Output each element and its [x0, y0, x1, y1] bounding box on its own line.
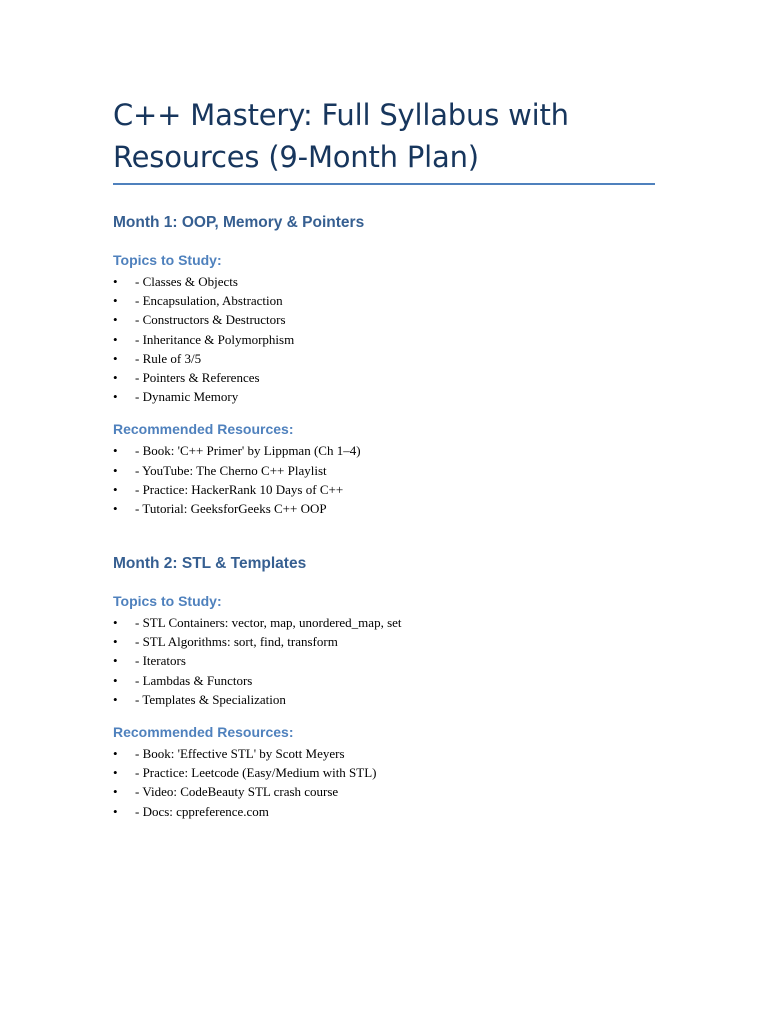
list-item-text: - Book: 'C++ Primer' by Lippman (Ch 1–4) [135, 443, 361, 459]
month-heading: Month 2: STL & Templates [113, 555, 307, 572]
list-item-text: - Constructors & Destructors [135, 312, 286, 328]
list-item [113, 310, 658, 329]
topics-list [113, 272, 658, 406]
bullet-icon: • [113, 691, 118, 707]
list-item-text: - Inheritance & Polymorphism [135, 331, 295, 347]
list-item [113, 330, 658, 349]
document-title [113, 94, 658, 178]
title-line-1: C++ Mastery: Full Syllabus with [113, 98, 569, 132]
list-item [113, 499, 658, 518]
bullet-icon: • [113, 746, 118, 762]
list-item [113, 782, 658, 801]
list-item [113, 632, 658, 651]
list-item [113, 651, 658, 670]
list-item [113, 802, 658, 821]
list-item-text: - Practice: Leetcode (Easy/Medium with STL) [135, 765, 377, 781]
resources-heading: Recommended Resources: [113, 724, 294, 741]
list-item [113, 461, 658, 480]
list-item [113, 441, 658, 460]
title-underline-rule [113, 183, 655, 185]
bullet-icon: • [113, 765, 118, 781]
list-item [113, 613, 658, 632]
list-item [113, 387, 658, 406]
bullet-icon: • [113, 462, 118, 478]
bullet-icon: • [113, 370, 118, 386]
topics-list [113, 613, 658, 709]
list-item-text: - YouTube: The Cherno C++ Playlist [135, 462, 327, 478]
list-item-text: - Dynamic Memory [135, 389, 239, 405]
bullet-icon: • [113, 803, 118, 819]
list-item-text: - Docs: cppreference.com [135, 803, 269, 819]
list-item-text: - Templates & Specialization [135, 691, 286, 707]
list-item-text: - Pointers & References [135, 370, 260, 386]
title-line-2: Resources (9-Month Plan) [113, 140, 479, 174]
list-item [113, 368, 658, 387]
resources-heading: Recommended Resources: [113, 421, 294, 438]
list-item-text: - Tutorial: GeeksforGeeks C++ OOP [135, 501, 327, 517]
document-page [113, 94, 658, 185]
list-item [113, 291, 658, 310]
resources-list [113, 744, 658, 821]
month-section-1 [113, 213, 658, 518]
bullet-icon: • [113, 389, 118, 405]
topics-heading: Topics to Study: [113, 593, 222, 609]
list-item [113, 690, 658, 709]
bullet-icon: • [113, 784, 118, 800]
bullet-icon: • [113, 653, 118, 669]
bullet-icon: • [113, 331, 118, 347]
list-item [113, 480, 658, 499]
list-item-text: - Book: 'Effective STL' by Scott Meyers [135, 746, 345, 762]
list-item-text: - STL Algorithms: sort, find, transform [135, 634, 338, 650]
list-item-text: - Practice: HackerRank 10 Days of C++ [135, 481, 344, 497]
list-item-text: - Rule of 3/5 [135, 350, 202, 366]
list-item-text: - STL Containers: vector, map, unordered_map, set [135, 615, 402, 630]
list-item [113, 272, 658, 291]
bullet-icon: • [113, 634, 118, 650]
list-item-text: - Classes & Objects [135, 274, 238, 289]
bullet-icon: • [113, 481, 118, 497]
list-item-text: - Lambdas & Functors [135, 672, 253, 688]
month-heading: Month 1: OOP, Memory & Pointers [113, 214, 365, 231]
bullet-icon: • [113, 672, 118, 688]
list-item-text: - Iterators [135, 653, 186, 669]
bullet-icon: • [113, 274, 118, 289]
bullet-icon: • [113, 293, 118, 309]
month-section-2 [113, 554, 658, 821]
list-item [113, 763, 658, 782]
bullet-icon: • [113, 443, 118, 459]
topics-heading: Topics to Study: [113, 252, 222, 268]
list-item [113, 349, 658, 368]
bullet-icon: • [113, 501, 118, 517]
list-item-text: - Encapsulation, Abstraction [135, 293, 283, 309]
list-item-text: - Video: CodeBeauty STL crash course [135, 784, 339, 800]
list-item [113, 671, 658, 690]
list-item [113, 744, 658, 763]
bullet-icon: • [113, 350, 118, 366]
bullet-icon: • [113, 312, 118, 328]
resources-list [113, 441, 658, 518]
bullet-icon: • [113, 615, 118, 630]
